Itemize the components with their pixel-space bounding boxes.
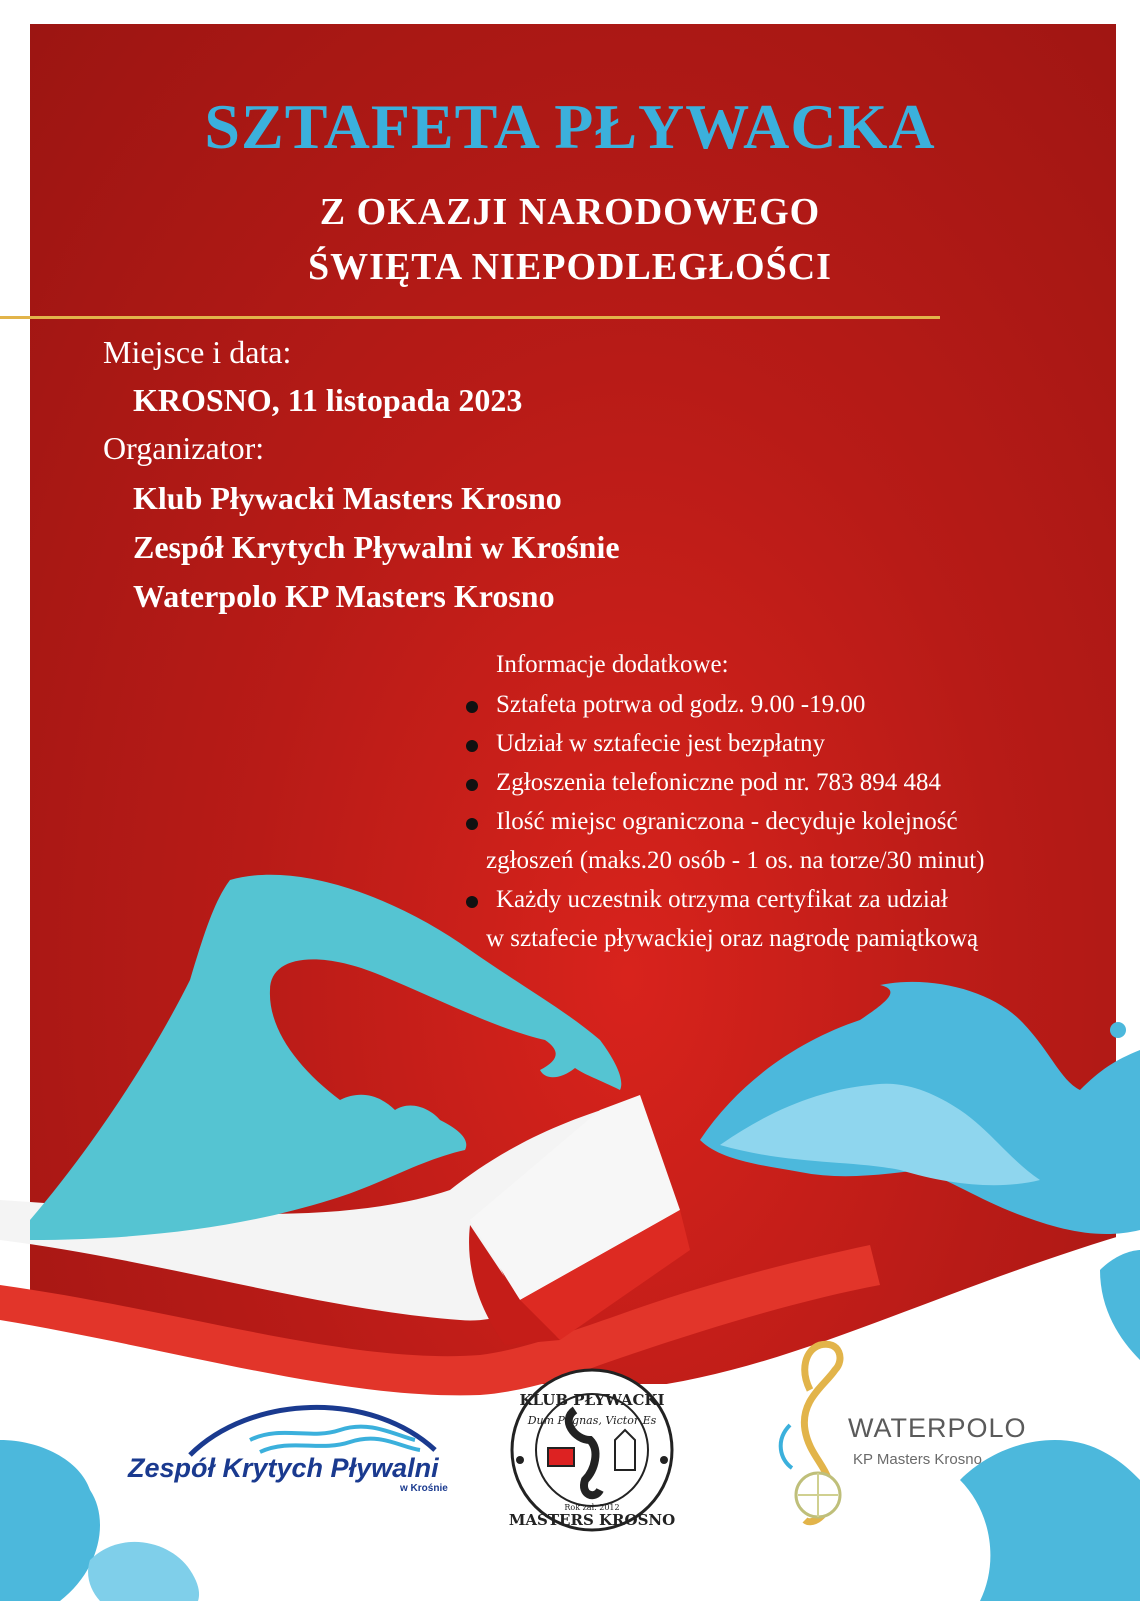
- zkp-logo-small: w Krośnie: [400, 1483, 448, 1494]
- klub-seal-motto: Dum Pugnas, Victor Es: [527, 1414, 657, 1427]
- info-heading: Informacje dodatkowe:: [496, 651, 729, 678]
- klub-seal-top-text: KLUB PŁYWACKI: [519, 1391, 665, 1409]
- waterpolo-logo-subtitle: KP Masters Krosno: [853, 1451, 982, 1468]
- info-item-text: Zgłoszenia telefoniczne pod nr. 783 894 484: [496, 769, 942, 796]
- waterpolo-logo-title: WATERPOLO: [848, 1413, 1027, 1443]
- info-item-text: Udział w sztafecie jest bezpłatny: [496, 730, 826, 757]
- klub-seal-bottom-text: MASTERS KROSNO: [508, 1511, 676, 1529]
- water-droplet: [1110, 1022, 1126, 1038]
- place-label: Miejsce i data:: [103, 334, 292, 370]
- organizer-1: Klub Pływacki Masters Krosno: [133, 480, 562, 516]
- organizer-3: Waterpolo KP Masters Krosno: [133, 578, 555, 614]
- subtitle-line-1: Z OKAZJI NARODOWEGO: [319, 191, 821, 233]
- zkp-logo-name: Zespół Krytych Pływalni: [128, 1453, 439, 1483]
- poster-title: SZTAFETA PŁYWACKA: [204, 91, 936, 162]
- info-item-text: Ilość miejsc ograniczona - decyduje kolejność: [496, 808, 958, 835]
- organizer-label: Organizator:: [103, 430, 265, 466]
- info-item-text-continued: zgłoszeń (maks.20 osób - 1 os. na torze/30 minut): [486, 847, 985, 874]
- subtitle-line-2: ŚWIĘTA NIEPODLEGŁOŚCI: [308, 246, 832, 288]
- place-value: KROSNO, 11 listopada 2023: [133, 382, 523, 418]
- info-item-text: Sztafeta potrwa od godz. 9.00 -19.00: [496, 691, 866, 718]
- klub-seal-founded: Rok zał. 2012: [564, 1503, 620, 1512]
- info-item-text-continued: w sztafecie pływackiej oraz nagrodę pamiątkową: [486, 925, 979, 952]
- organizer-2: Zespół Krytych Pływalni w Krośnie: [133, 529, 620, 565]
- info-item-text: Każdy uczestnik otrzyma certyfikat za udział: [496, 886, 948, 913]
